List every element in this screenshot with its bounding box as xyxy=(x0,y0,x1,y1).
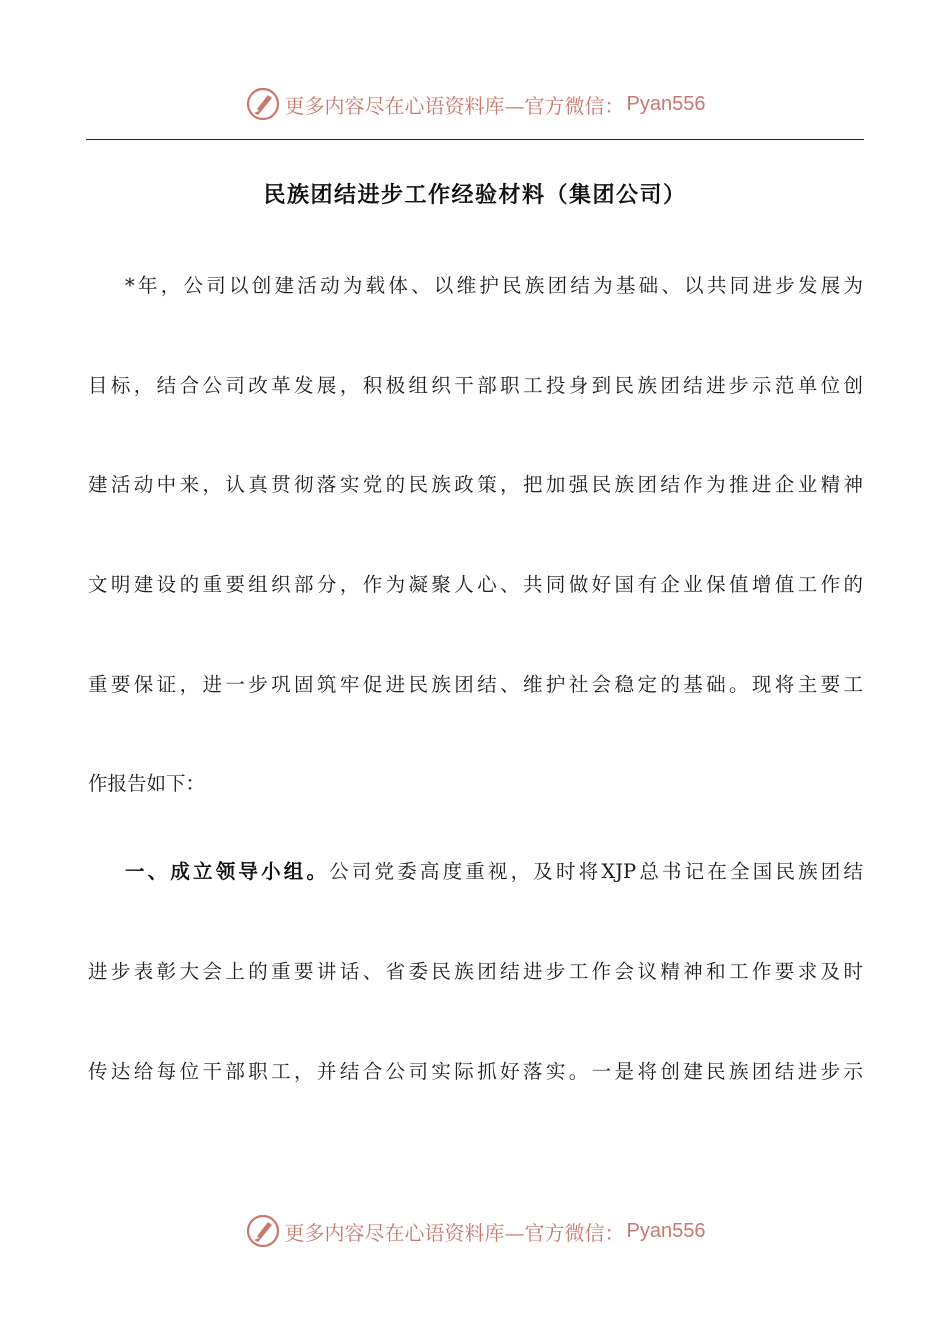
watermark-wechat-id: Pyan556 xyxy=(626,92,706,115)
paragraph1-line-4: 文明建设的重要组织部分，作为凝聚人心、共同做好国有企业保值增值工作的 xyxy=(88,573,863,596)
watermark-text: 更多内容尽在心语资料库—官方微信： xyxy=(284,1220,625,1245)
watermark-text: 更多内容尽在心语资料库—官方微信： xyxy=(284,93,625,118)
section1-line-2: 进步表彰大会上的重要讲话、省委民族团结进步工作会议精神和工作要求及时 xyxy=(88,960,863,983)
footer-watermark xyxy=(0,1211,950,1251)
paragraph1-line-2: 目标，结合公司改革发展，积极组织干部职工投身到民族团结进步示范单位创 xyxy=(88,374,863,397)
section1-line-1 xyxy=(125,857,863,887)
watermark-wechat-id: Pyan556 xyxy=(626,1219,706,1242)
section1-line-1-text: 公司党委高度重视，及时将XJP总书记在全国民族团结 xyxy=(329,860,863,883)
pen-logo-icon xyxy=(245,86,281,122)
document-title: 民族团结进步工作经验材料（集团公司） xyxy=(263,183,687,208)
paragraph1-line-3: 建活动中来，认真贯彻落实党的民族政策，把加强民族团结作为推进企业精神 xyxy=(88,473,863,496)
section1-heading: 一、成立领导小组。 xyxy=(125,860,330,883)
paragraph1-line-6: 作报告如下： xyxy=(88,772,206,795)
paragraph1-line-5: 重要保证，进一步巩固筑牢促进民族团结、维护社会稳定的基础。现将主要工 xyxy=(88,673,863,696)
header-divider xyxy=(86,139,864,140)
section1-line-3: 传达给每位干部职工，并结合公司实际抓好落实。一是将创建民族团结进步示 xyxy=(88,1060,863,1083)
paragraph1-line-1: *年，公司以创建活动为载体、以维护民族团结为基础、以共同进步发展为 xyxy=(125,274,863,297)
header-watermark xyxy=(0,84,950,124)
pen-logo-icon xyxy=(245,1213,281,1249)
